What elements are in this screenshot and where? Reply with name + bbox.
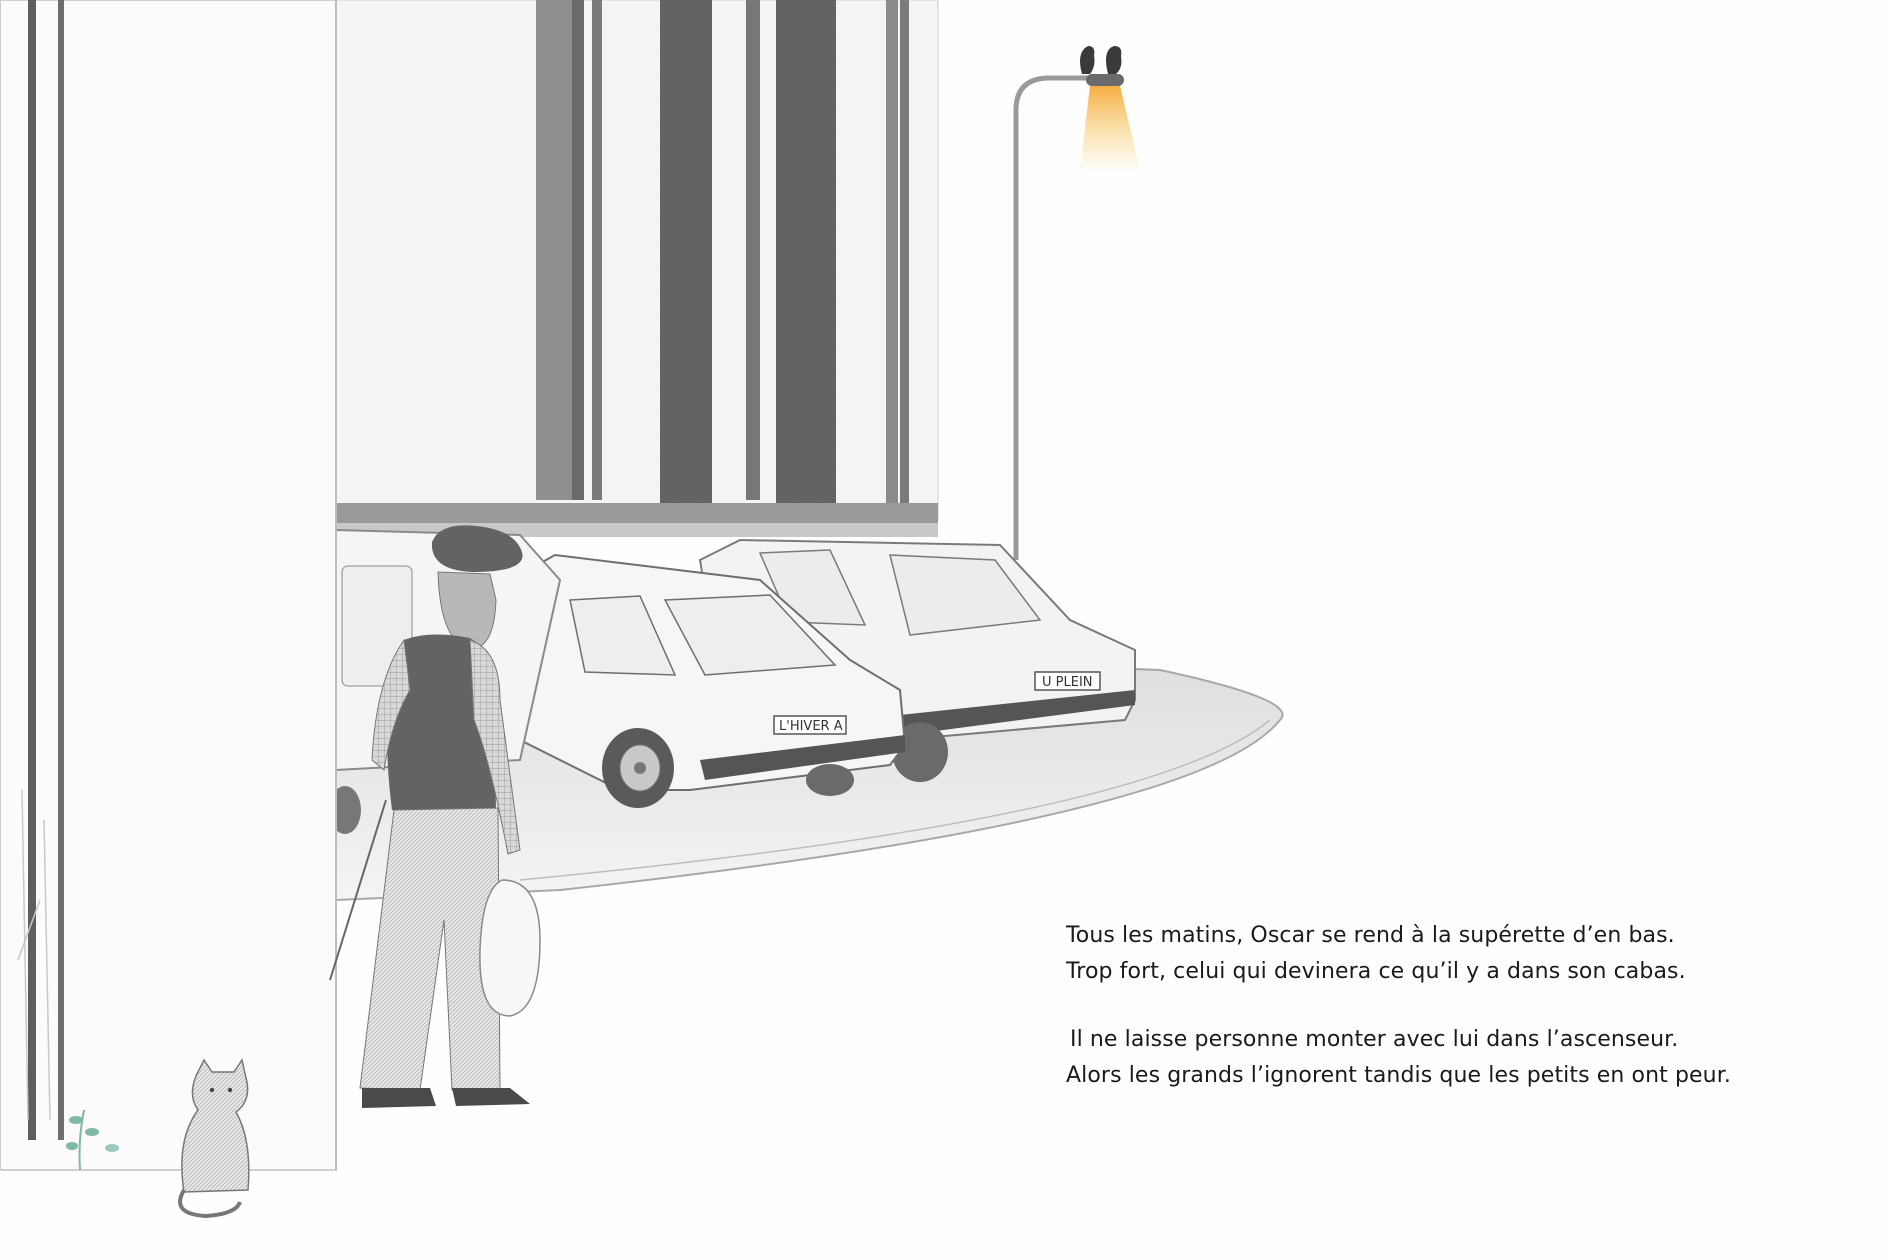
paragraph-2-line-1: Il ne laisse personne monter avec lui dans l’ascenseur. — [1070, 1027, 1679, 1052]
paragraph-1-line-1: Tous les matins, Oscar se rend à la supérette d’en bas. — [1066, 923, 1675, 948]
street-lamp — [1016, 46, 1140, 560]
plate-back-car: U PLEIN — [1042, 675, 1093, 690]
crow-icon — [1080, 46, 1095, 74]
story-text — [1066, 918, 1826, 1094]
plate-front-car: L'HIVER A — [779, 719, 843, 734]
crow-icon — [1106, 46, 1121, 74]
left-building — [0, 0, 336, 1170]
paragraph-gap — [1066, 990, 1826, 1022]
paragraph-2-line-2: Alors les grands l’ignorent tandis que les petits en ont peur. — [1066, 1063, 1731, 1088]
paragraph-1-line-2: Trop fort, celui qui devinera ce qu’il y a dans son cabas. — [1066, 959, 1686, 984]
background-building — [336, 0, 938, 537]
car-wheel — [602, 728, 674, 808]
shopping-bag — [480, 880, 540, 1016]
